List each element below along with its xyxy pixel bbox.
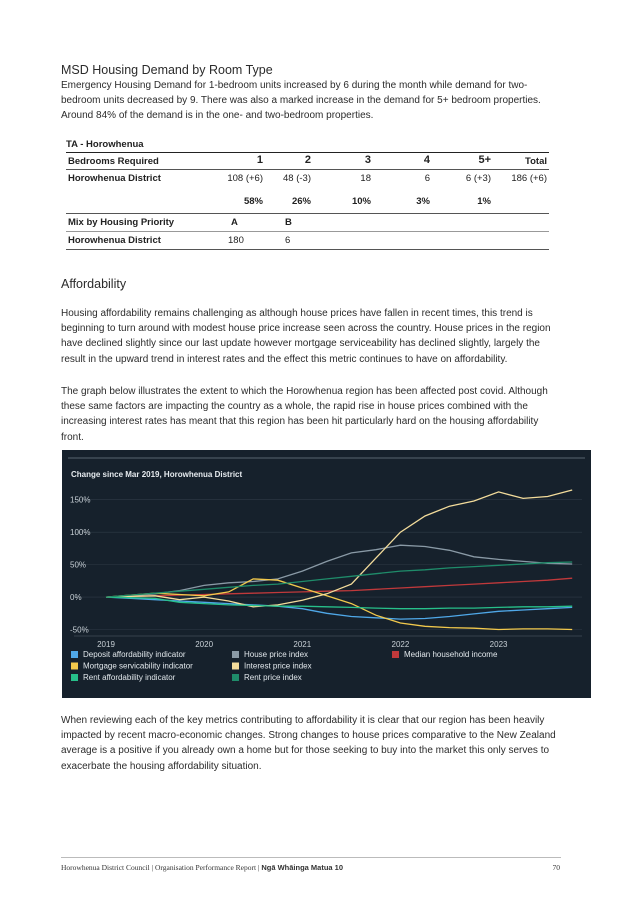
table-row [66,232,549,250]
affordability-paragraph-3: When reviewing each of the key metrics contributing to affordability it is clear that our region has been heavily impacted by recent macro-economic changes. Strong changes to house prices comparative to the New Zealand average is a positive if you already own a home but for those seeking to buy into the market this only serves to exacerbate the housing affordability situation. [61,715,556,772]
page-number: 70 [552,863,560,872]
series-line [106,490,572,607]
legend-swatch [232,663,239,670]
cell: 26% [291,196,311,207]
table-title: TA - Horowhenua [66,139,144,150]
y-tick-label: 100% [70,528,91,538]
affordability-paragraph-1: Housing affordability remains challenging as although house prices have fallen in recent times, this trend is beginning to turn around with modest house price increase seen across the country. House prices in the region have declined slightly since our last update however mortgage serviceability has declined slightly, largely the result in the upward trend in interest rates and the effect this metric continues to have on affordability. [61,308,551,365]
legend-swatch [71,674,78,681]
legend-label: Mortgage servicability indicator [83,661,193,671]
header-label: Bedrooms Required [68,156,159,167]
x-tick-label: 2023 [489,640,508,649]
legend-label: Interest price index [244,661,312,671]
legend-label: Rent affordability indicator [83,673,176,682]
cell: 6 [424,173,430,184]
y-tick-label: 150% [70,495,91,505]
cell: 1% [477,196,491,207]
cell: 108 (+6) [227,173,263,184]
chart-title: Change since Mar 2019, Horowhenua District [71,470,243,479]
header-col-total: Total [525,156,547,167]
y-tick-label: 50% [70,560,87,570]
row-label: Horowhenua District [68,173,161,184]
legend-swatch [232,674,239,681]
cell: 186 (+6) [511,173,547,184]
chart-svg [62,450,591,698]
mix-col-a: A [231,217,238,228]
affordability-paragraph-2: The graph below illustrates the extent to which the Horowhenua region has been affected post covid. Although these same factors are impacting the country as a whole, the rapid rise in house prices combined with the increasing interest rates has meant that this region has been hit particularly hard on the housing affordability front. [61,386,548,443]
footer-bold: Ngā Whāinga Matua 10 [261,863,344,872]
y-tick-label: -50% [70,625,89,635]
header-col-1: 1 [256,154,263,166]
x-tick-label: 2019 [97,640,115,649]
table-header-row [66,152,549,170]
footer-label: Horowhenua District Council | Organisation Performance Report | [61,863,262,872]
mix-header-label: Mix by Housing Priority [68,217,175,228]
mix-col-b: B [285,217,292,228]
legend-swatch [232,651,239,658]
cell: 18 [360,173,371,184]
footer-divider [61,857,561,858]
legend-swatch [71,651,78,658]
legend-label: House price index [244,650,309,659]
series-line [106,562,572,597]
cell: 10% [351,196,371,207]
row-label: Horowhenua District [68,235,161,246]
header-col-3: 3 [364,154,371,166]
cell: 6 (+3) [465,173,491,184]
table-row-percent [66,188,549,214]
mix-header-row [66,214,549,232]
legend-label: Rent price index [244,673,302,682]
housing-demand-paragraph: Emergency Housing Demand for 1-bedroom units increased by 6 during the month while demand for two-bedroom units decreased by 9. There was also a marked increase in the demand for 5+ bedroom properties. Around 84% of the demand is in the one- and two-bedroom properties. [61,80,541,122]
series-line [106,579,572,630]
header-col-5: 5+ [478,154,491,166]
cell: 48 (-3) [283,173,311,184]
section-heading-affordability: Affordability [61,277,127,291]
header-col-4: 4 [423,154,430,166]
y-tick-label: 0% [70,593,82,603]
x-tick-label: 2020 [195,640,214,649]
series-line [106,597,572,619]
legend-swatch [392,651,399,658]
cell: 3% [416,196,430,207]
footer-text [61,863,343,872]
housing-demand-table [66,139,549,250]
section-heading-housing-demand: MSD Housing Demand by Room Type [61,63,273,77]
legend-label: Deposit affordability indicator [83,650,186,659]
cell: 180 [228,235,244,246]
legend-label: Median household income [404,650,498,659]
cell: 58% [243,196,263,207]
affordability-chart [62,450,591,698]
x-tick-label: 2022 [391,640,410,649]
x-tick-label: 2021 [293,640,312,649]
table-row [66,170,549,188]
legend-swatch [71,663,78,670]
cell: 6 [285,235,291,246]
header-col-2: 2 [304,154,311,166]
